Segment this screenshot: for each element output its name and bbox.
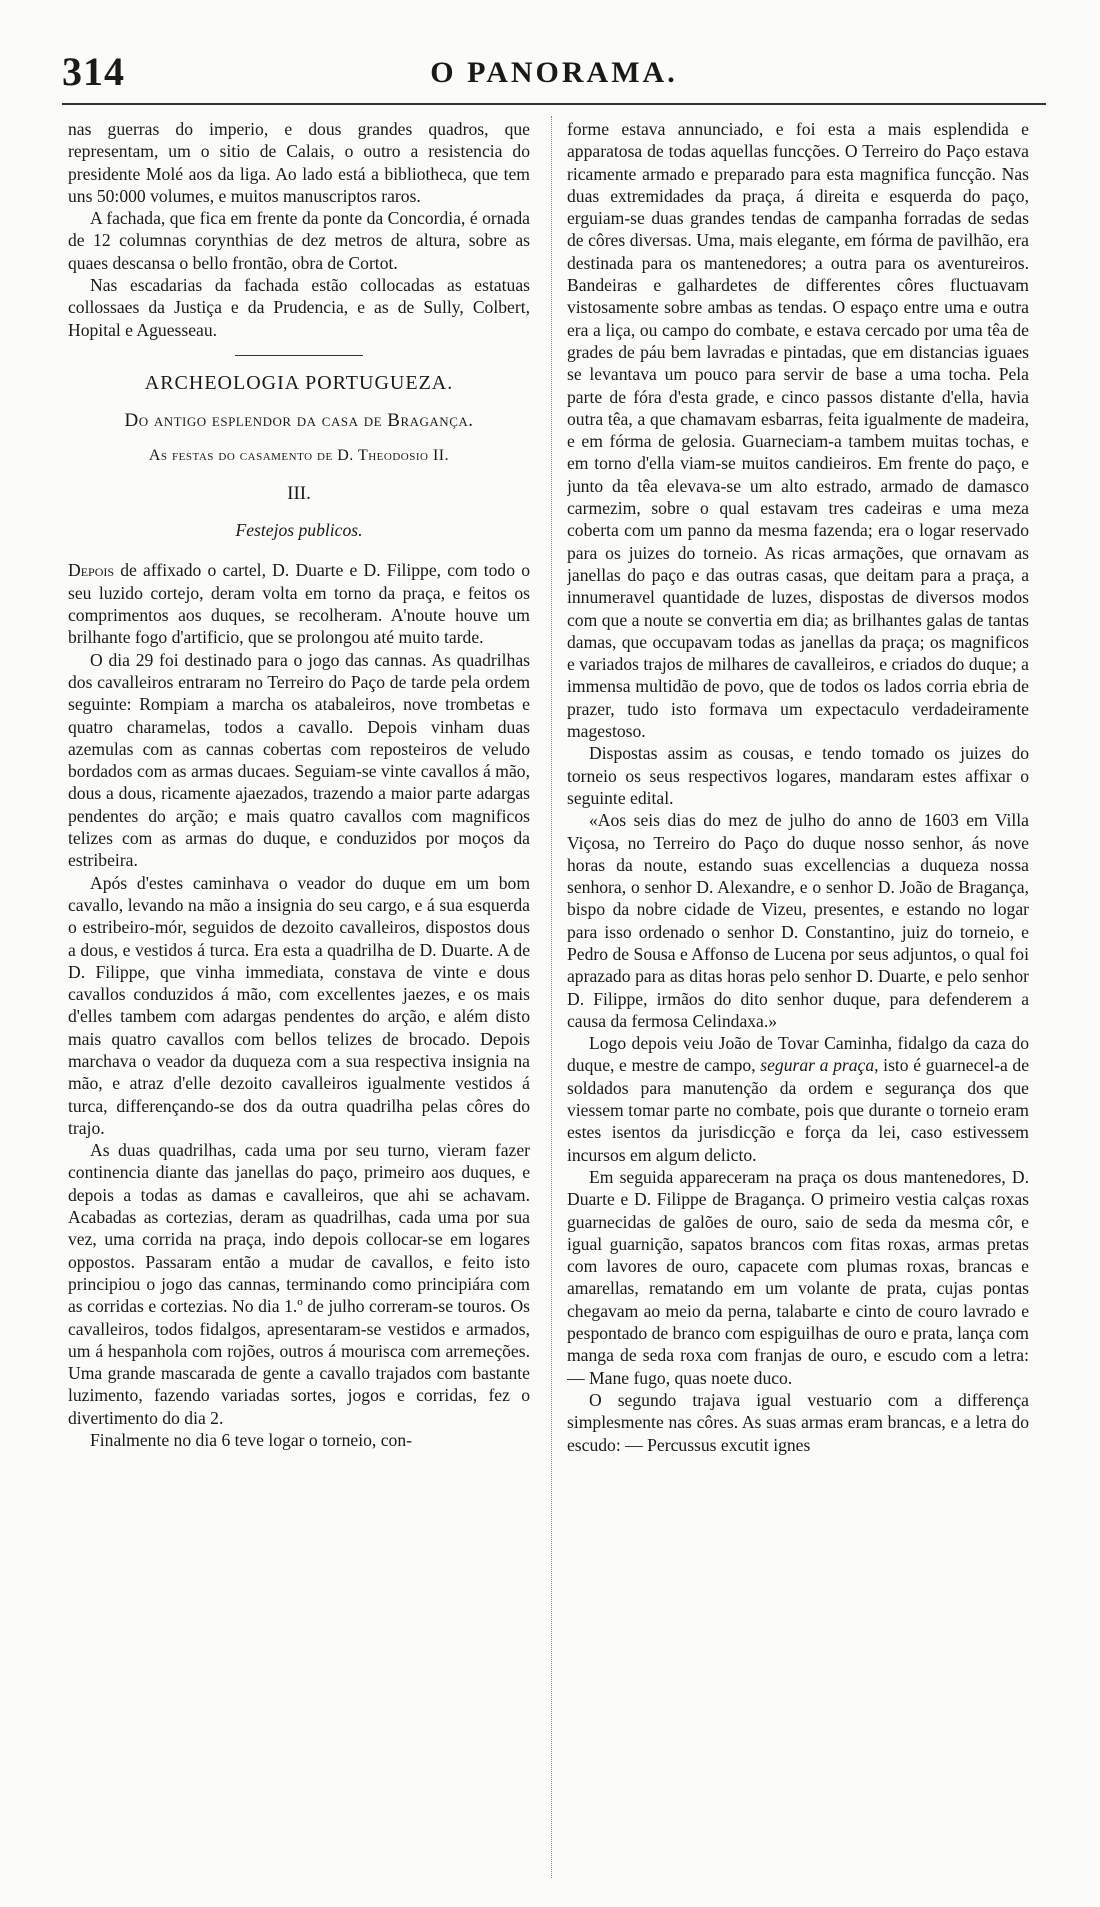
paragraph-text: , isto é guarnecel-a de soldados para manutenção da ordem e segurança dos que viessem tomar parte no combate, pois que durante o torneio eram estes isentos da jurisdicção e força da lei, caso estivessem incursos em algum delicto. [567, 1055, 1029, 1165]
paragraph: forme estava annunciado, e foi esta a mais esplendida e apparatosa de todas aquellas funcções. O Terreiro do Paço estava ricamente armado e preparado para esta magnifica funcção. Nas duas extremidades da praça, á direita e esquerda do paço, erguiam-se duas grandes tendas de campanha forradas de sedas de côres diversas. Uma, mais elegante, em fórma de pavilhão, era destinada para os mantenedores; a outra para os aventureiros. Bandeiras e galhardetes de differentes côres fluctuavam vistosamente sobre ambas as tendas. O espaço entre uma e outra era a liça, ou campo do combate, e estava cercado por uma têa de grades de páu bem lavradas e pintadas, que em distancias iguaes se levantava um pouco para servir de base a uma tocha. Pela parte de fóra d'esta grade, e cinco passos distante d'ella, havia outra têa, a que chamavam esbarras, feita igualmente de madeira, e em fórma de gelosia. Guarneciam-a tambem muitas tochas, e em torno d'ella viam-se muitos candieiros. Em frente do paço, e junto da têa elevava-se um alto estrado, armado de damasco carmezim, sobre o qual estavam tres cadeiras e uma meza coberta com um panno da mesma fazenda; era o logar reservado para os juizes do torneio. As ricas armações, que ornavam as janellas do paço e das outras casas, que deitam para a praça, a innumeravel quantidade de luzes, dispostas de diversos modos com que a noute se convertia em dia; as brilhantes galas de tantas damas, que occupavam todas as janellas da praça; os magnificos e variados trajos de milhares de cavalleiros, e criados do duque; a immensa multidão de povo, que de todos os lados corria ebria de prazer, tudo isto formava um expectaculo verdadeiramente magestoso. [567, 119, 1029, 742]
running-title: O PANORAMA. [430, 56, 678, 89]
paragraph-text: de affixado o cartel, D. Duarte e D. Filippe, com todo o seu luzido cortejo, deram volta em torno da praça, e feitos os comprimentos aos duques, se recolheram. A'noute houve um brilhante fogo d'artificio, que se prolongou até muito tarde. [68, 560, 530, 648]
paragraph: Finalmente no dia 6 teve logar o torneio, con- [90, 1430, 412, 1451]
paragraph-text: Logo depois veiu João de Tovar Caminha, fidalgo da caza do duque, e mestre de campo, [567, 1033, 1029, 1076]
italic-phrase: segurar a praça [760, 1055, 875, 1076]
paragraph: nas guerras do imperio, e dous grandes quadros, que representam, um o sitio de Calais, o outro a resistencia do presidente Molé aos da liga. Ao lado está a bibliotheca, que tem uns 50:000 volumes, e muitos manuscriptos raros. [68, 119, 530, 206]
column-divider [551, 116, 552, 1878]
paragraph: A fachada, que fica em frente da ponte da Concordia, é ornada de 12 columnas corynthias de dez metros de altura, sobre as quaes descansa o bello frontão, obra de Cortot. [68, 208, 530, 273]
paragraph: «Aos seis dias do mez de julho do anno de 1603 em Villa Viçosa, no Terreiro do Paço do duque nosso senhor, ás nove horas da noute, estando suas excellencias a duqueza nossa senhora, o senhor D. Alexandre, e o senhor D. João de Bragança, bispo da nobre cidade de Vizeu, presentes, e estando no logar para isso ordenado o senhor D. Constantino, juiz do torneio, e Pedro de Sousa e Affonso de Lucena por seus adjuntos, o qual foi aprazado para as ditas horas pelo senhor D. Duarte, e pelo senhor D. Filippe, irmãos do dito senhor duque, para defenderem a causa da fermosa Celindaxa.» [567, 810, 1029, 1031]
paragraph: O segundo trajava igual vestuario com a differença simplesmente nas côres. As suas armas eram brancas, e a letra do escudo: — Percussus excutit ignes [567, 1389, 1029, 1455]
paragraph: Dispostas assim as cousas, e tendo tomado os juizes do torneio os seus respectivos logares, mandaram estes affixar o seguinte edital. [567, 743, 1029, 808]
opening-word: Depois [68, 560, 115, 581]
paragraph: O dia 29 foi destinado para o jogo das cannas. As quadrilhas dos cavalleiros entraram no Terreiro do Paço de tarde pela ordem seguinte: Rompiam a marcha os atabaleiros, nove trombetas e quatro charamelas, todos a cavallo. Depois vinham duas azemulas com as cannas cobertas com reposteiros de veludo bordados com as armas ducaes. Seguiam-se vinte cavallos á mão, dous a dous, ricamente ajaezados, trazendo a maior parte adargas pendentes do arção; e mais quatro cavallos com magnificos telizes com as armas do duque, e conduzidos por moços da estribeira. [68, 649, 530, 871]
paragraph: Após d'estes caminhava o veador do duque em um bom cavallo, levando na mão a insignia do seu cargo, e á sua esquerda o estribeiro-mór, seguidos de dezoito cavalleiros, dispostos dous a dous, e vestidos á turca. Era esta a quadrilha de D. Duarte. A de D. Filippe, que vinha immediata, constava de vinte e dous cavallos conduzidos á mão, com excellentes jaezes, e os mais d'elles tambem com adargas pendentes do arção, e além disto mais quatro cavallos com bellos telizes de brocado. Depois marchava o veador da duqueza com a sua respectiva insignia na mão, e atraz d'elle dezoito cavalleiros igualmente vestidos á turca, differençando-se dos da outra quadrilha pelas côres do trajo. [68, 872, 530, 1138]
paragraph [567, 1032, 1029, 1166]
paragraph: Nas escadarias da fachada estão collocadas as estatuas collossaes da Justiça e da Prudencia, e as de Sully, Colbert, Hopital e Aguesseau. [68, 275, 530, 340]
left-column [68, 118, 530, 1878]
section-title: ARCHEOLOGIA PORTUGUEZA. [144, 371, 454, 394]
paragraph [68, 559, 530, 648]
section-divider [235, 355, 363, 356]
right-column [567, 118, 1029, 1878]
page-number: 314 [62, 49, 125, 94]
section-subtitle-2: As festas do casamento de D. Theodosio II. [148, 446, 450, 464]
paragraph: Em seguida appareceram na praça os dous mantenedores, D. Duarte e D. Filippe de Bragança. O primeiro vestia calças roxas guarnecidas de galões de ouro, saio de seda da mesma côr, e igual guarnição, sapatos brancos com fitas roxas, armas pretas com lavores de ouro, capacete com plumas roxas, brancas e amarellas, rematando em um volante de prata, cujas pontas chegavam ao meio da perna, talabarte e cinto de couro lavrado e pespontado de branco com espiguilhas de ouro e prata, lança com manga de seda roxa com franjas de ouro, e escudo com a letra: — Mane fugo, quas noete duco. [567, 1166, 1029, 1388]
section-number: III. [287, 482, 311, 504]
section-subtitle: Do antigo esplendor da casa de Bragança. [124, 410, 474, 432]
page-header [62, 48, 1046, 98]
paragraph: As duas quadrilhas, cada uma por seu turno, vieram fazer continencia diante das janellas do paço, primeiro aos duques, e depois a todas as damas e cavalleiros, que ahi se achavam. Acabadas as cortezias, deram as quadrilhas, cada uma por sua vez, uma corrida na praça, indo depois collocar-se em logares oppostos. Passaram então a mudar de cavallos, e feito isto principiou o jogo das cannas, terminando como principiára com as corridas e cortezias. No dia 1.º de julho correram-se touros. Os cavalleiros, todos fidalgos, apresentaram-se vestidos e armados, um á hespanhola com rojões, outros á mourisca com arremeções. Uma grande mascarada de gente a cavallo trajados com bastante luzimento, fazendo variadas sortes, jogos e corridas, fez o divertimento do dia 2. [68, 1140, 530, 1428]
section-heading: Festejos publicos. [235, 520, 363, 541]
header-rule [62, 103, 1046, 105]
